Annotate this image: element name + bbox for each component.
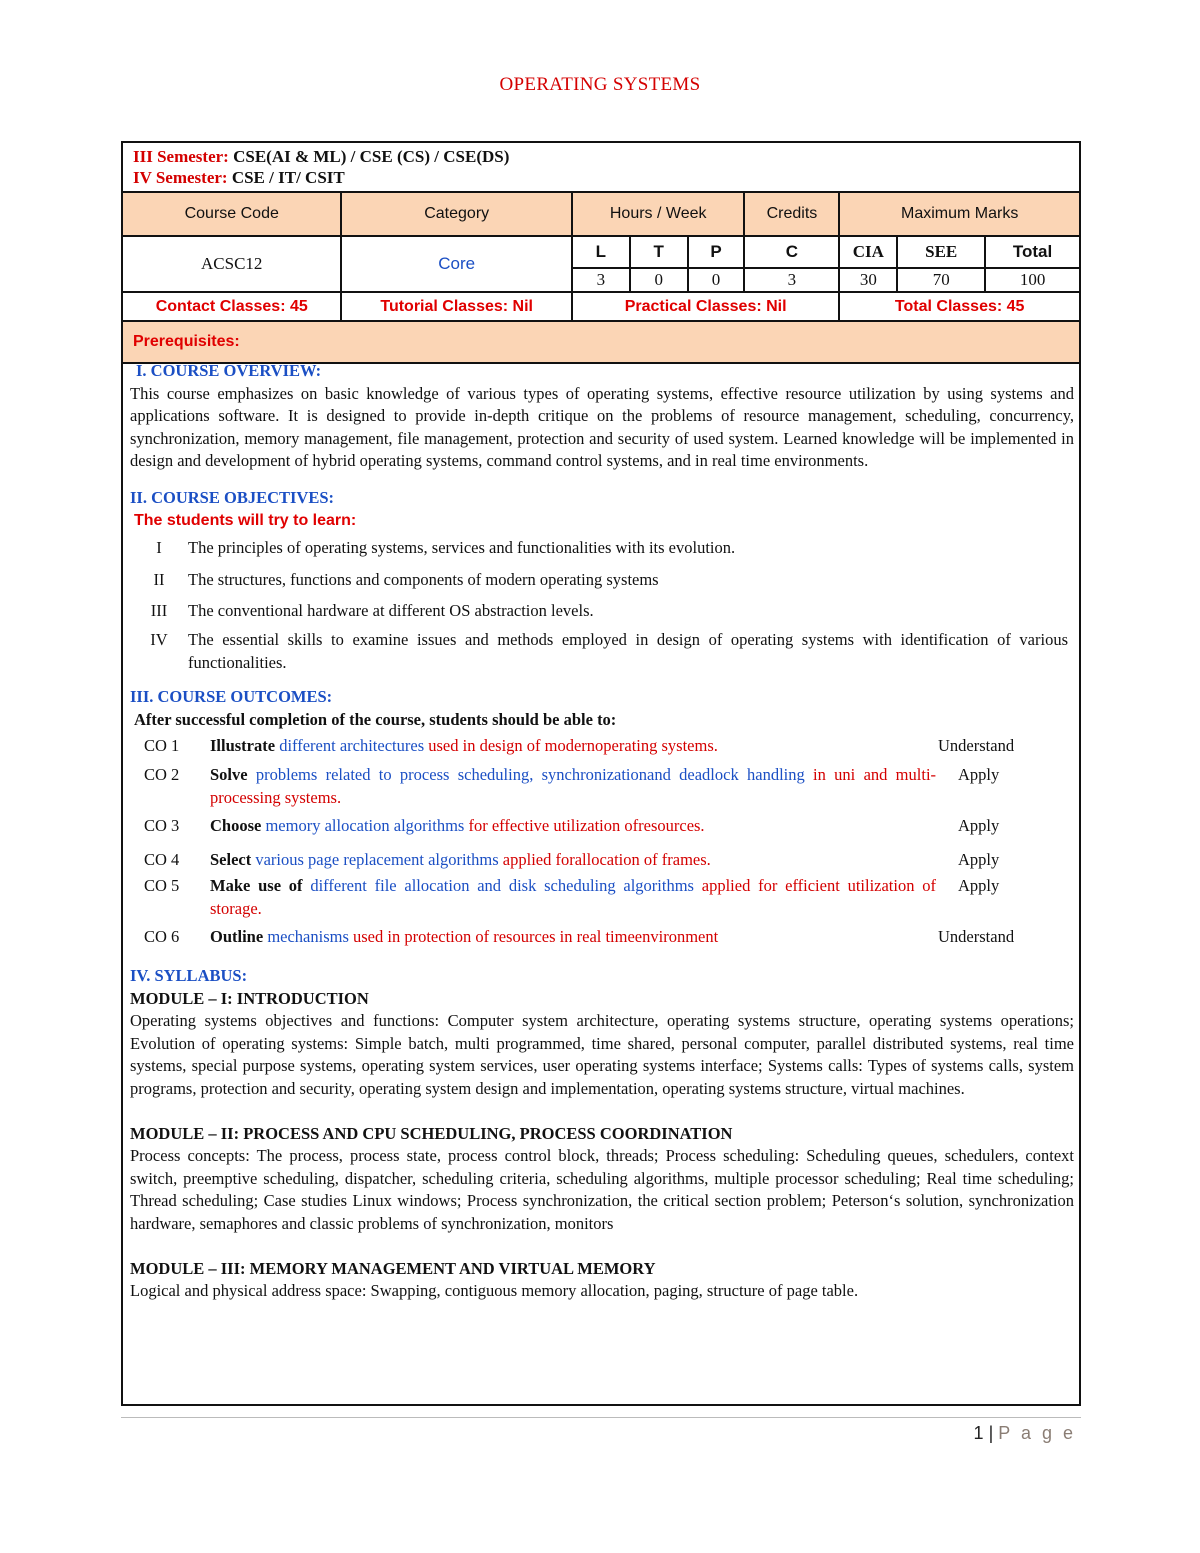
marks-label-cia: CIA (839, 236, 897, 268)
module-title: MODULE – III: MEMORY MANAGEMENT AND VIRTUAL MEMORY (130, 1258, 656, 1278)
outcome-item: CO 1 Illustrate different architectures used in design of modernoperating systems. Understand (144, 736, 1015, 756)
marks-value-cia: 30 (839, 268, 897, 292)
hours-label-l: L (572, 236, 630, 268)
objective-item: I The principles of operating systems, services and functionalities with its evolution. (156, 538, 736, 558)
header-hours: Hours / Week (572, 192, 745, 236)
outcome-item: CO 2 Solve problems related to process scheduling, synchronizationand deadlock handling in uni and multi-processing systems. Apply (144, 764, 1000, 807)
outcome-item: CO 6 Outline mechanisms used in protection of resources in real timeenvironment Understand (144, 927, 1015, 947)
objective-item: III The conventional hardware at different OS abstraction levels. (150, 601, 594, 621)
hours-value-l: 3 (572, 268, 630, 292)
prerequisites: Prerequisites: (122, 321, 1080, 363)
footer-divider (121, 1417, 1081, 1418)
objective-item: II The structures, functions and components of modern operating systems (153, 569, 659, 589)
contact-classes: Contact Classes: 45 (122, 292, 341, 321)
tutorial-classes: Tutorial Classes: Nil (341, 292, 571, 321)
header-marks: Maximum Marks (839, 192, 1080, 236)
marks-value-total: 100 (985, 268, 1080, 292)
credit-value: 3 (744, 268, 839, 292)
header-course-code: Course Code (122, 192, 341, 236)
module-text: Process concepts: The process, process state, process control block, threads; Process scheduling: Scheduling queues, schedulers, context switch, preemptive scheduling, dispatcher, scheduling criteria, scheduling algorithms, multiple processor scheduling; Real time scheduling; Thread scheduling; Case studies Linux windows; Process synchronization, the critical section problem; Peterson‘s solution, synchronization hardware, semaphores and classic problems of synchronization, monitors (130, 1146, 1074, 1233)
total-classes: Total Classes: 45 (839, 292, 1080, 321)
syllabus-heading: IV. SYLLABUS: (130, 966, 248, 986)
module-title: MODULE – I: INTRODUCTION (130, 988, 369, 1008)
marks-label-see: SEE (897, 236, 985, 268)
objectives-heading: II. COURSE OBJECTIVES: (130, 487, 335, 507)
outcome-item: CO 3 Choose memory allocation algorithms for effective utilization ofresources. Apply (144, 816, 1000, 836)
course-code-value: ACSC12 (122, 236, 341, 292)
objectives-intro: The students will try to learn: (134, 511, 357, 529)
header-credits: Credits (744, 192, 839, 236)
page-number: 1 | P a g e (973, 1423, 1076, 1443)
credit-label: C (744, 236, 839, 268)
course-info-table (121, 141, 1081, 364)
outcomes-intro: After successful completion of the course, students should be able to: (134, 709, 617, 729)
semester-info: III Semester: CSE(AI & ML) / CSE (CS) / CSE(DS) IV Semester: CSE / IT/ CSIT (122, 142, 1080, 192)
category-value: Core (341, 236, 571, 292)
overview-text: This course emphasizes on basic knowledge of various types of operating systems, effective resource utilization by using systems and applications software. It is designed to provide in-depth critique on the problems of resource management, scheduling, concurrency, synchronization, memory management, file management, protection and security of used system. Learned knowledge will be implemented in design and development of hybrid operating systems, command control systems, and in real time environments. (130, 383, 1074, 471)
header-category: Category (341, 192, 571, 236)
overview-heading: I. COURSE OVERVIEW: (136, 361, 322, 380)
module-text: Operating systems objectives and functions: Computer system architecture, operating systems structure, operating systems operations; Evolution of operating systems: Simple batch, multi programmed, time shared, personal computer, parallel distributed systems, real time systems, special purpose systems, operating system services, user operating systems interface; Systems calls: Types of systems calls, system programs, protection and security, operating system design and implementation, operating systems structure, virtual machines. (130, 1011, 1074, 1099)
page-title: OPERATING SYSTEMS (499, 74, 701, 95)
hours-value-t: 0 (630, 268, 688, 292)
practical-classes: Practical Classes: Nil (572, 292, 839, 321)
course-content (130, 360, 1074, 1303)
outcomes-heading: III. COURSE OUTCOMES: (130, 687, 333, 707)
module-title: MODULE – II: PROCESS AND CPU SCHEDULING, PROCESS COORDINATION (130, 1123, 733, 1143)
outcome-item: CO 4 Select various page replacement algorithms applied forallocation of frames. Apply (144, 849, 1000, 869)
hours-value-p: 0 (688, 268, 745, 292)
outcome-item: CO 5 Make use of different file allocation and disk scheduling algorithms applied for efficient utilization of storage. Apply (144, 876, 1000, 918)
objective-item: IV The essential skills to examine issues and methods employed in design of operating systems with identification of various functionalities. (150, 629, 1068, 672)
module-text: Logical and physical address space: Swapping, contiguous memory allocation, paging, structure of page table. (130, 1281, 859, 1301)
hours-label-t: T (630, 236, 688, 268)
hours-label-p: P (688, 236, 745, 268)
marks-value-see: 70 (897, 268, 985, 292)
marks-label-total: Total (985, 236, 1080, 268)
